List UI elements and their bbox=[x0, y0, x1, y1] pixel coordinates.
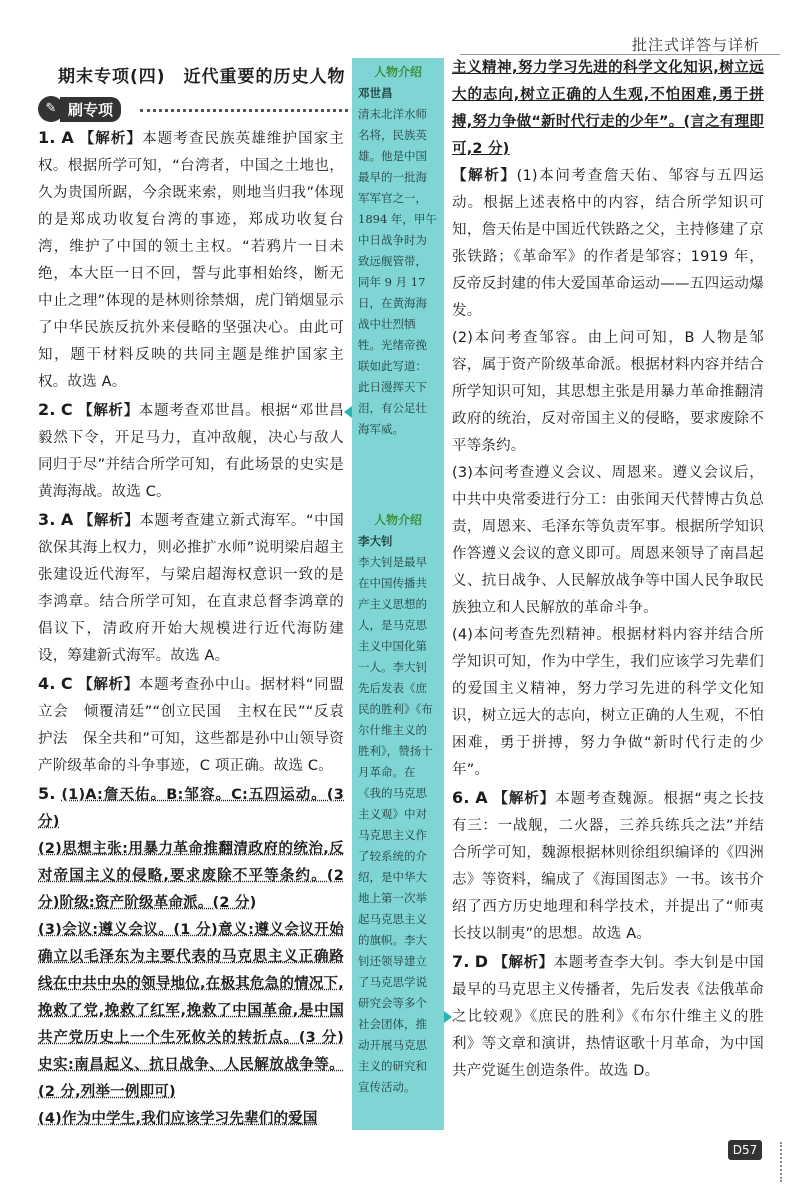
analysis-5-3: (3)本问考查遵义会议、周恩来。遵义会议后，中共中央常委进行分工：由张闻天代替博古负总责，周恩来、毛泽东等负责军事。根据所学知识作答遵义会议的意义即可。周恩来领导了南昌起义、抗日战争、人民解放战争等中国人民争取民族独立和人民解放的革命斗争。 bbox=[452, 465, 764, 616]
header-title: 批注式详答与详析 bbox=[631, 36, 760, 54]
page-number: D57 bbox=[728, 1140, 762, 1160]
right-column bbox=[452, 55, 764, 1085]
dotted-divider bbox=[140, 109, 348, 112]
answer-4: 4. C 【解析】本题考查孙中山。据材料“同盟立会 倾覆清廷”“创立民国 主权在民”“反袁护法 保全共和”可知，这些都是孙中山领导资产阶级革命的斗争事迹，C 项正确。故选 C。 bbox=[38, 674, 344, 774]
answer-1: 1. A 【解析】本题考查民族英雄维护国家主权。根据所学可知，“台湾者，中国之土地也，久为贵国所踞，今余既来索，则地当归我”体现的是郑成功收复台湾的事迹，郑成功收复台湾，维护了中国的领土主权。“若鸦片一日未绝，本大臣一日不回，誓与此事相始终，断无中止之理”体现的是林则徐禁烟，虎门销烟显示了中华民族反抗外来侵略的坚强决心。由此可知，题干材料反映的共同主题是维护国家主权。故选 A。 bbox=[38, 128, 344, 390]
analysis-5-4: (4)本问考查先烈精神。根据材料内容并结合所学知识可知，作为中学生，我们应该学习先辈们的爱国主义精神，努力学习先进的科学文化知识，树立远大的志向，树立正确的人生观，不怕困难，勇于拼搏，努力争做“新时代行走的少年”。 bbox=[452, 627, 764, 778]
analysis-5-1: 【解析】(1)本问考查詹天佑、邹容与五四运动。根据上述表格中的内容，结合所学知识可知，詹天佑是中国近代铁路之父，主持修建了京张铁路；《革命军》的作者是邹容；1919 年，反帝反封建的伟大爱国革命运动——五四运动爆发。 bbox=[452, 168, 764, 319]
note-deng-shichang: 人物介绍 邓世昌 清末北洋水师名将，民族英雄。他是中国最早的一批海军军官之一，1894 年，甲午中日战争时为致远舰管带，同年 9 月 17 日，在黄海海战中壮烈牺牲。光绪帝挽联如此写道：此日漫挥天下泪，有公足壮海军威。 bbox=[358, 65, 437, 436]
badge-label: 刷专项 bbox=[60, 97, 121, 122]
left-column bbox=[38, 124, 344, 1133]
answer-5: 5. (1)A:詹天佑。B:邹容。C:五四运动。(3 分) bbox=[38, 784, 344, 830]
answer-6: 6. A 【解析】本题考查魏源。根据“夷之长技有三：一战舰，二火器，三养兵练兵之法”并结合所学可知，魏源根据林则徐组织编译的《四洲志》等资料，编成了《海国图志》一书。该书介绍了西方历史地理和科学技术，并提出了“师夷长技以制夷”的思想。故选 A。 bbox=[452, 788, 764, 942]
corner-decoration bbox=[764, 1142, 782, 1182]
page-header bbox=[0, 0, 800, 58]
pointer-arrow-icon bbox=[444, 1011, 452, 1023]
section-title: 期末专项(四) 近代重要的历史人物 bbox=[58, 67, 346, 87]
pen-icon: ✎ bbox=[38, 96, 64, 122]
answer-5-part-4-cont: 主义精神,努力学习先进的科学文化知识,树立远大的志向,树立正确的人生观,不怕困难,勇于拼搏,努力争做“新时代行走的少年”。(言之有理即可,2 分) bbox=[452, 60, 764, 157]
section-badge bbox=[38, 96, 121, 122]
pointer-arrow-icon bbox=[344, 406, 352, 418]
analysis-5-2: (2)本问考查邹容。由上问可知，B 人物是邹容，属于资产阶级革命派。根据材料内容并结合所学知识可知，其思想主张是用暴力革命推翻清政府的统治，反对帝国主义的侵略，要求废除不平等条约。 bbox=[452, 330, 764, 454]
answer-2: 2. C 【解析】本题考查邓世昌。根据“邓世昌毅然下令，开足马力，直冲敌舰，决心与敌人同归于尽”并结合所学可知，有此场景的史实是黄海海战。故选 C。 bbox=[38, 400, 344, 500]
answer-7: 7. D 【解析】本题考查李大钊。李大钊是中国最早的马克思主义传播者，先后发表《法俄革命之比较观》《庶民的胜利》《布尔什维主义的胜利》等文章和演讲，热情讴歌十月革命，为中国共产党诞生创造条件。故选 D。 bbox=[452, 952, 764, 1079]
answer-3: 3. A 【解析】本题考查建立新式海军。“中国欲保其海上权力，则必推扩水师”说明梁启超主张建设近代海军，与梁启超海权意识一致的是李鸿章。结合所学可知，在直隶总督李鸿章的倡议下，清政府开始大规模进行近代海防建设，筹建新式海军。故选 A。 bbox=[38, 510, 345, 664]
answer-5-part-2: (2)思想主张:用暴力革命推翻清政府的统治,反对帝国主义的侵略,要求废除不平等条约。(2 分)阶级:资产阶级革命派。(2 分) bbox=[38, 841, 344, 911]
note-li-dazhao: 人物介绍 李大钊 李大钊是最早在中国传播共产主义思想的人，是马克思主义中国化第一人。李大钊先后发表《庶民的胜利》《布尔什维主义的胜利》，赞扬十月革命。在《我的马克思主义观》中对马克思主义作了较系统的介绍，是中华大地上第一次举起马克思主义的旗帜。李大钊还领导建立了马克思学说研究会等多个社会团体，推动开展马克思主义的研究和宣传活动。 bbox=[358, 513, 433, 1094]
answer-5-part-4: (4)作为中学生,我们应该学习先辈们的爱国 bbox=[38, 1111, 318, 1127]
answer-5-part-3: (3)会议:遵义会议。(1 分)意义:遵义会议开始确立以毛泽东为主要代表的马克思主义正确路线在中共中央的领导地位,在极其危急的情况下,挽救了党,挽救了红军,挽救了中国革命,是中国共产党历史上一个生死攸关的转折点。(3 分)史实:南昌起义、抗日战争、人民解放战争等。(2 分,列举一例即可) bbox=[38, 922, 344, 1100]
sidebar-notes bbox=[352, 58, 444, 1130]
